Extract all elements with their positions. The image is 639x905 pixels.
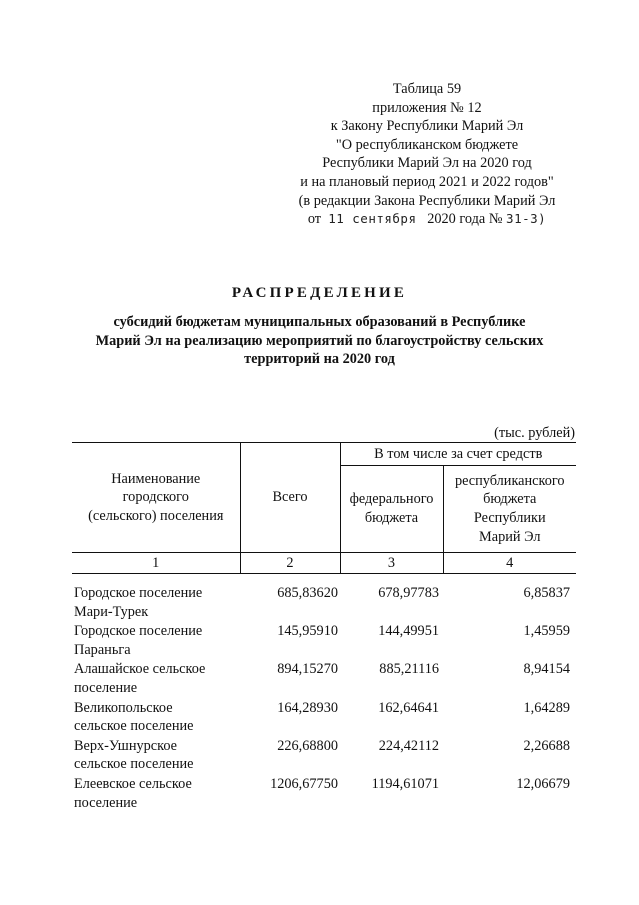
- subtitle-line-3: территорий на 2020 год: [244, 351, 395, 368]
- column-number-3: 3: [340, 553, 443, 574]
- federal-amount: 885,21116: [379, 661, 439, 678]
- header-funding-group: В том числе за счет средств: [340, 443, 576, 466]
- settlement-name-line-2: Мари-Турек: [74, 603, 149, 620]
- total-amount: 226,68800: [277, 737, 338, 754]
- subtitle-line-2: Марий Эл на реализацию мероприятий по благоустройству сельских: [95, 332, 544, 349]
- settlement-name: [72, 660, 240, 698]
- settlement-name: [72, 775, 240, 813]
- header-republic-column: [443, 466, 576, 553]
- units-label: (тыс. рублей): [494, 425, 575, 441]
- edition-date-prefix: от: [307, 211, 322, 228]
- table-row: [72, 775, 576, 813]
- federal-amount: 162,64641: [378, 699, 439, 716]
- federal-amount: 144,49951: [378, 623, 439, 640]
- edition-date-handwritten: 11 сентября: [328, 211, 417, 227]
- settlement-name: [72, 737, 240, 775]
- republic-amount: 1,45959: [523, 623, 570, 640]
- republic-amount: 8,94154: [523, 661, 570, 678]
- header-republic-line-2: бюджета: [483, 491, 537, 508]
- law-reference-header: [240, 80, 614, 229]
- total-amount: 1206,67750: [270, 775, 338, 792]
- edition-date-year: 2020 года №: [427, 211, 503, 228]
- header-federal-line-1: федерального: [349, 491, 434, 508]
- header-name-line-1: Наименование: [111, 470, 201, 487]
- header-federal-column: [340, 466, 443, 553]
- settlement-name-line-2: поселение: [74, 794, 138, 811]
- header-line-edition-date: [240, 210, 614, 229]
- table-row: [72, 737, 576, 775]
- settlement-name-line-1: Верх-Ушнурское: [74, 737, 177, 754]
- federal-amount: 224,42112: [378, 737, 439, 754]
- settlement-name-line-2: Параньга: [74, 641, 131, 658]
- total-amount: 685,83620: [277, 585, 338, 601]
- settlement-name-line-1: Городское поселение: [74, 623, 203, 640]
- federal-amount: 678,97783: [378, 585, 439, 601]
- republic-amount: 12,06679: [516, 775, 570, 792]
- column-number-4: 4: [443, 553, 576, 574]
- header-line-law: к Закону Республики Марий Эл: [330, 118, 524, 135]
- header-name-column: [72, 443, 240, 553]
- republic-amount: 2,26688: [523, 737, 570, 754]
- settlement-name-line-1: Алашайское сельское: [74, 661, 206, 678]
- header-line-table-number: Таблица 59: [392, 81, 462, 97]
- settlement-name-line-2: поселение: [74, 679, 138, 696]
- republic-amount: 1,64289: [523, 699, 570, 716]
- header-line-law-title-2: Республики Марий Эл на 2020 год: [322, 155, 532, 172]
- header-name-line-2: городского: [122, 489, 189, 506]
- header-republic-line-1: республиканского: [454, 472, 565, 489]
- republic-amount: 6,85837: [523, 585, 570, 601]
- table-row: [72, 622, 576, 660]
- table-row: [72, 660, 576, 698]
- settlement-name: [72, 584, 240, 622]
- federal-amount: 1194,61071: [371, 775, 439, 792]
- column-number-1: 1: [72, 553, 240, 574]
- header-federal-line-2: бюджета: [364, 510, 419, 526]
- header-total-column: Всего: [240, 443, 340, 553]
- header-name-line-3: (сельского) поселения: [88, 507, 224, 524]
- document-title: РАСПРЕДЕЛЕНИЕ: [231, 285, 408, 301]
- subtitle-line-1: субсидий бюджетам муниципальных образований в Республике: [113, 314, 526, 330]
- settlement-name-line-1: Елеевское сельское: [74, 775, 192, 792]
- header-line-appendix: приложения № 12: [372, 99, 482, 116]
- settlement-name-line-2: сельское поселение: [74, 718, 194, 735]
- settlement-name-line-2: сельское поселение: [74, 756, 194, 773]
- total-amount: 894,15270: [277, 661, 338, 678]
- table-row: [72, 699, 576, 737]
- header-line-law-title-1: "О республиканском бюджете: [335, 136, 519, 153]
- header-line-law-title-3: и на плановый период 2021 и 2022 годов": [300, 173, 554, 190]
- total-amount: 145,95910: [277, 623, 338, 640]
- column-number-2: 2: [240, 553, 340, 574]
- settlement-name: [72, 699, 240, 737]
- settlement-name-line-1: Городское поселение: [74, 585, 203, 601]
- header-line-edition: (в редакции Закона Республики Марий Эл: [298, 192, 556, 209]
- document-subtitle: [60, 313, 579, 369]
- header-republic-line-3: Республики: [473, 510, 546, 526]
- header-republic-line-4: Марий Эл: [479, 528, 541, 545]
- subsidy-distribution-table: [72, 442, 576, 813]
- table-row: [72, 584, 576, 622]
- edition-number-handwritten: 31-З): [506, 211, 547, 227]
- settlement-name: [72, 622, 240, 660]
- settlement-name-line-1: Великопольское: [74, 699, 173, 716]
- total-amount: 164,28930: [277, 699, 338, 716]
